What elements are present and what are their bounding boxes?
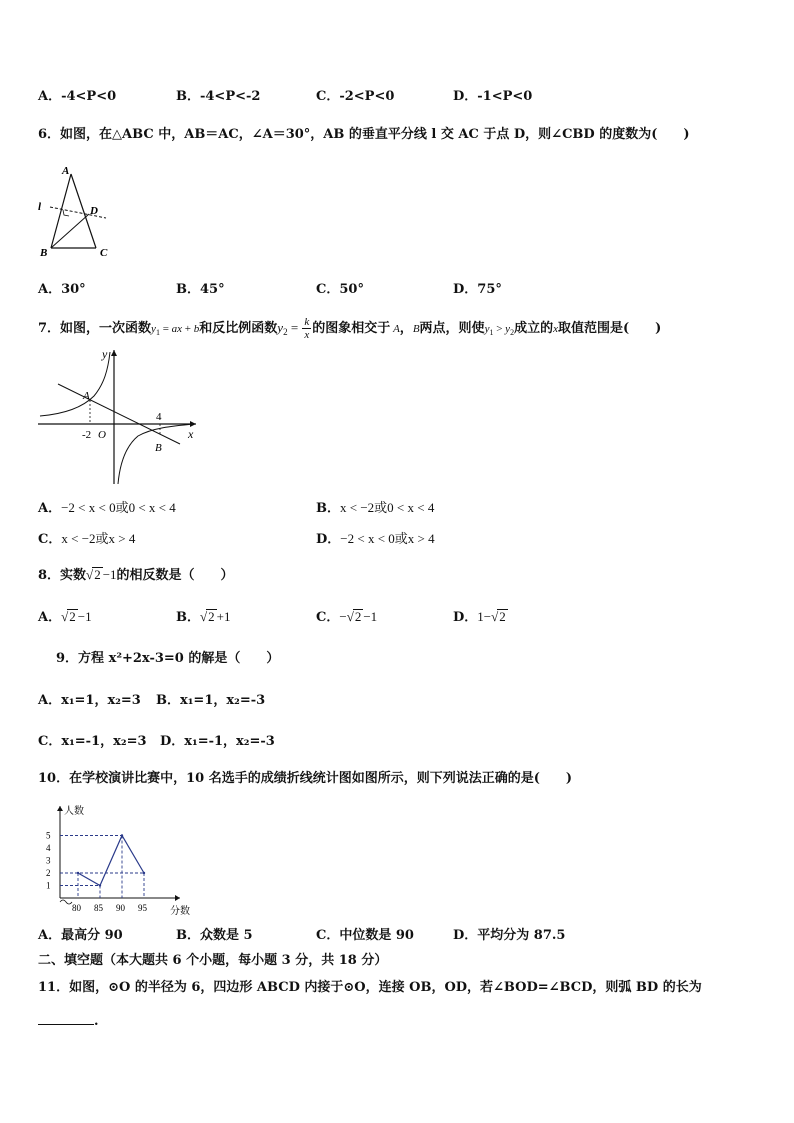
- label-d: D: [90, 205, 98, 217]
- q5-option-c: C．-2<P<0: [316, 89, 395, 104]
- q9-option-a: A．x₁=1，x₂=3: [38, 693, 141, 708]
- q10-stem: 10．在学校演讲比赛中，10 名选手的成绩折线统计图如图所示，则下列说法正确的是( ): [38, 771, 573, 786]
- q6-option-d: D．75°: [453, 282, 502, 297]
- q11-answer-blank[interactable]: [38, 1012, 94, 1025]
- axis-y-label: y: [102, 347, 108, 361]
- origin-label: O: [98, 429, 106, 441]
- y-tick-label: 4: [46, 843, 51, 853]
- section-2-heading: 二、填空题（本大题共 6 个小题，每小题 3 分，共 18 分）: [38, 953, 388, 968]
- x-tick-label: 95: [138, 903, 147, 913]
- q10-line-chart: [30, 798, 190, 920]
- x-tick-label: 90: [116, 903, 125, 913]
- data-series-line: [78, 836, 144, 886]
- q5-option-b: B．-4<P<-2: [176, 89, 261, 104]
- x-tick-label: 85: [94, 903, 103, 913]
- point-b-label: B: [155, 442, 162, 454]
- q5-option-d: D．-1<P<0: [453, 89, 533, 104]
- data-point: [77, 872, 79, 874]
- y-axis-arrow: [57, 806, 63, 811]
- q11-stem: 11．如图，⊙O 的半径为 6，四边形 ABCD 内接于⊙O，连接 OB，OD，若∠BOD=∠BCD，则弧 BD 的长为: [38, 980, 702, 995]
- axis-break-mark: [60, 900, 72, 904]
- label-c: C: [100, 247, 108, 259]
- q8-option-a: A．√2 −1: [38, 609, 92, 625]
- tick-4: 4: [156, 411, 162, 423]
- y-tick-label: 2: [46, 868, 51, 878]
- q10-option-c: C．中位数是 90: [316, 928, 414, 943]
- q7-option-d: D．−2 < x < 0或x > 4: [316, 531, 435, 547]
- q7-option-c: C．x < −2或x > 4: [38, 531, 136, 547]
- q8-option-d: D．1−√2: [453, 609, 506, 625]
- y-axis-title: 人数: [64, 806, 84, 817]
- label-b: B: [40, 247, 48, 259]
- label-l: l: [38, 201, 42, 213]
- q9-option-d: D．x₁=-1，x₂=-3: [160, 734, 275, 749]
- data-point: [143, 872, 145, 874]
- y-tick-label: 5: [46, 830, 51, 841]
- q9-option-b: B．x₁=1，x₂=-3: [156, 693, 266, 708]
- data-point: [99, 884, 101, 886]
- y-tick-label: 3: [46, 855, 51, 866]
- y-tick-label: 1: [46, 880, 51, 891]
- x-axis-arrow: [175, 895, 180, 901]
- q5-option-a: A．-4<P<0: [38, 89, 117, 104]
- label-a: A: [62, 165, 70, 177]
- q11-answer-line: .: [38, 1012, 99, 1030]
- q7-option-b: B．x < −2或0 < x < 4: [316, 500, 435, 516]
- q10-option-d: D．平均分为 87.5: [453, 928, 566, 943]
- point-a-label: A: [83, 390, 90, 402]
- q8-option-b: B．√2 +1: [176, 609, 231, 625]
- q8-option-c: C．−√2 −1: [316, 609, 378, 625]
- q10-option-b: B．众数是 5: [176, 928, 253, 943]
- q7-function-graph: [34, 344, 202, 488]
- q6-option-c: C．50°: [316, 282, 364, 297]
- x-tick-label: 80: [72, 903, 81, 913]
- data-point: [121, 834, 123, 836]
- q6-option-a: A．30°: [38, 282, 86, 297]
- q8-stem: 8．实数√2 −1的相反数是（ ）: [38, 567, 234, 583]
- q6-triangle-figure: [36, 160, 116, 262]
- q9-stem: 9．方程 x²+2x-3=0 的解是（ ）: [56, 651, 280, 666]
- q10-option-a: A．最高分 90: [38, 928, 123, 943]
- q9-option-c: C．x₁=-1，x₂=3: [38, 734, 147, 749]
- q6-stem: 6．如图，在△ABC 中，AB＝AC，∠A＝30°，AB 的垂直平分线 l 交 AC 于点 D，则∠CBD 的度数为( ): [38, 127, 690, 142]
- tick-neg2: -2: [82, 429, 92, 441]
- q7-option-a: A．−2 < x < 0或0 < x < 4: [38, 500, 176, 516]
- q7-stem: 7．如图，一次函数$y_1$ = ax + b和反比例函数$y_2$ = $\frac{k}{x}$ 的图象相交于 A，B两点，则使$y_1 > y_2$成立的x取值范围是( ): [38, 316, 662, 341]
- axis-x-label: x: [188, 427, 194, 441]
- q6-option-b: B．45°: [176, 282, 225, 297]
- x-axis-title: 分数: [170, 906, 190, 917]
